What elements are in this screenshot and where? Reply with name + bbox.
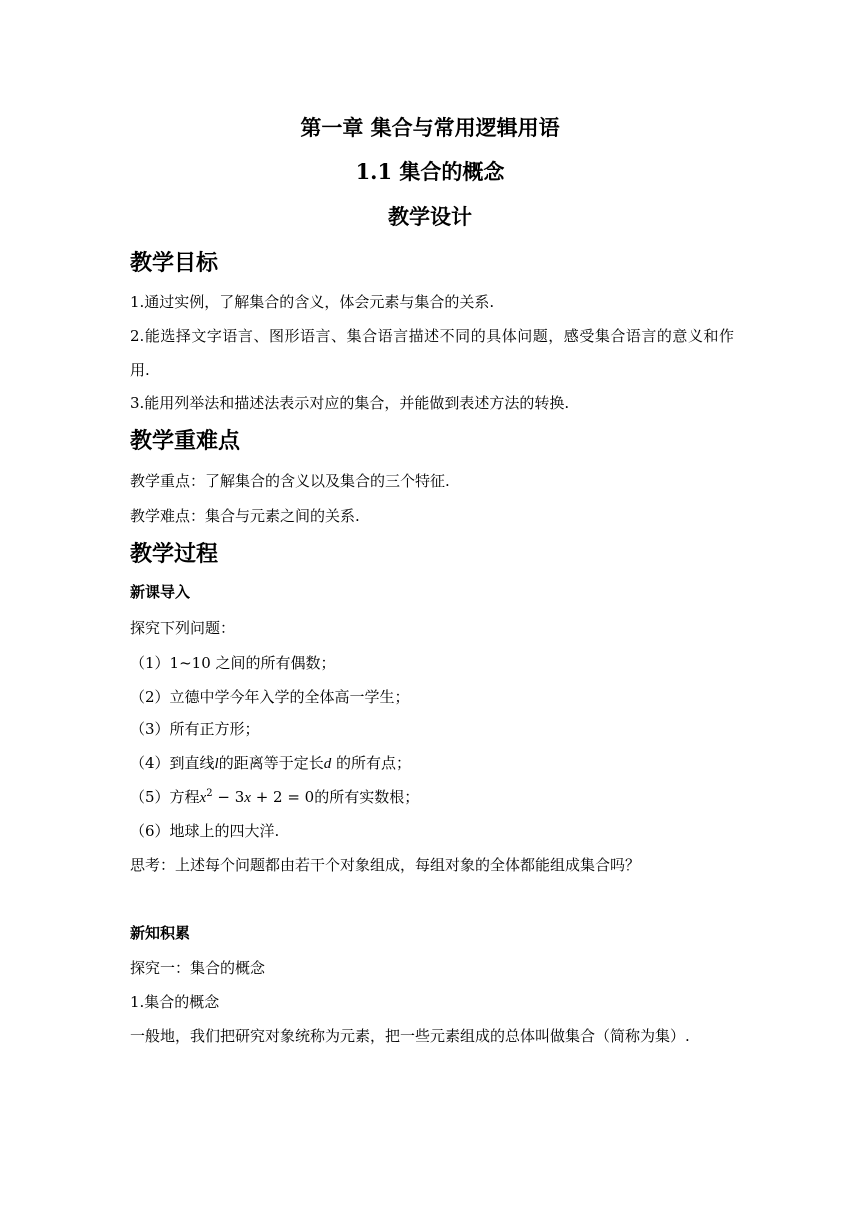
key-point-item: 教学难点：集合与元素之间的关系. xyxy=(130,507,360,525)
intro-subheading: 新课导入 xyxy=(130,583,191,601)
math-variable: d xyxy=(323,756,332,772)
objectives-heading: 教学目标 xyxy=(130,251,219,276)
objective-item: 1.通过实例，了解集合的含义，体会元素与集合的关系. xyxy=(130,293,495,311)
think-question: 思考：上述每个问题都由若干个对象组成，每组对象的全体都能组成集合吗？ xyxy=(130,856,641,874)
question-text: （5）方程 xyxy=(130,788,200,806)
math-exponent: 2 xyxy=(206,788,213,799)
intro-lead: 探究下列问题： xyxy=(130,619,236,637)
document-type-title: 教学设计 xyxy=(388,204,472,229)
question-item: （3）所有正方形； xyxy=(130,720,260,738)
chapter-title: 第一章 集合与常用逻辑用语 xyxy=(300,115,560,140)
math-operator: − 3 xyxy=(212,788,245,806)
question-text: 的所有点； xyxy=(331,754,412,772)
definition-paragraph: 一般地，我们把研究对象统称为元素，把一些元素组成的总体叫做集合（简称为集）. xyxy=(130,1027,690,1045)
explore-title: 探究一：集合的概念 xyxy=(130,959,266,977)
key-point-item: 教学重点：了解集合的含义以及集合的三个特征. xyxy=(130,472,450,490)
objective-item: 3.能用列举法和描述法表示对应的集合，并能做到表述方法的转换. xyxy=(130,394,570,412)
question-text: 的距离等于定长 xyxy=(218,754,324,772)
question-text: 的所有实数根； xyxy=(314,788,420,806)
math-variable: l xyxy=(214,756,219,772)
question-item xyxy=(130,752,740,775)
section-title: 1.1 集合的概念 xyxy=(355,159,505,184)
objective-item: 2.能选择文字语言、图形语言、集合语言描述不同的具体问题，感受集合语言的意义和作用. xyxy=(130,327,734,379)
question-item: （2）立德中学今年入学的全体高一学生； xyxy=(130,688,410,706)
concept-title: 1.集合的概念 xyxy=(130,993,220,1011)
key-points-heading: 教学重难点 xyxy=(130,429,241,454)
math-operator: + 2 = 0 xyxy=(250,788,315,806)
math-variable: x xyxy=(244,790,251,806)
question-item: （1）1~10 之间的所有偶数； xyxy=(130,654,336,672)
math-variable: x xyxy=(199,790,207,806)
new-knowledge-subheading: 新知积累 xyxy=(130,924,191,942)
question-item: （6）地球上的四大洋. xyxy=(130,822,280,840)
question-text: （4）到直线 xyxy=(130,754,215,772)
process-heading: 教学过程 xyxy=(130,542,219,567)
question-item xyxy=(130,786,740,809)
